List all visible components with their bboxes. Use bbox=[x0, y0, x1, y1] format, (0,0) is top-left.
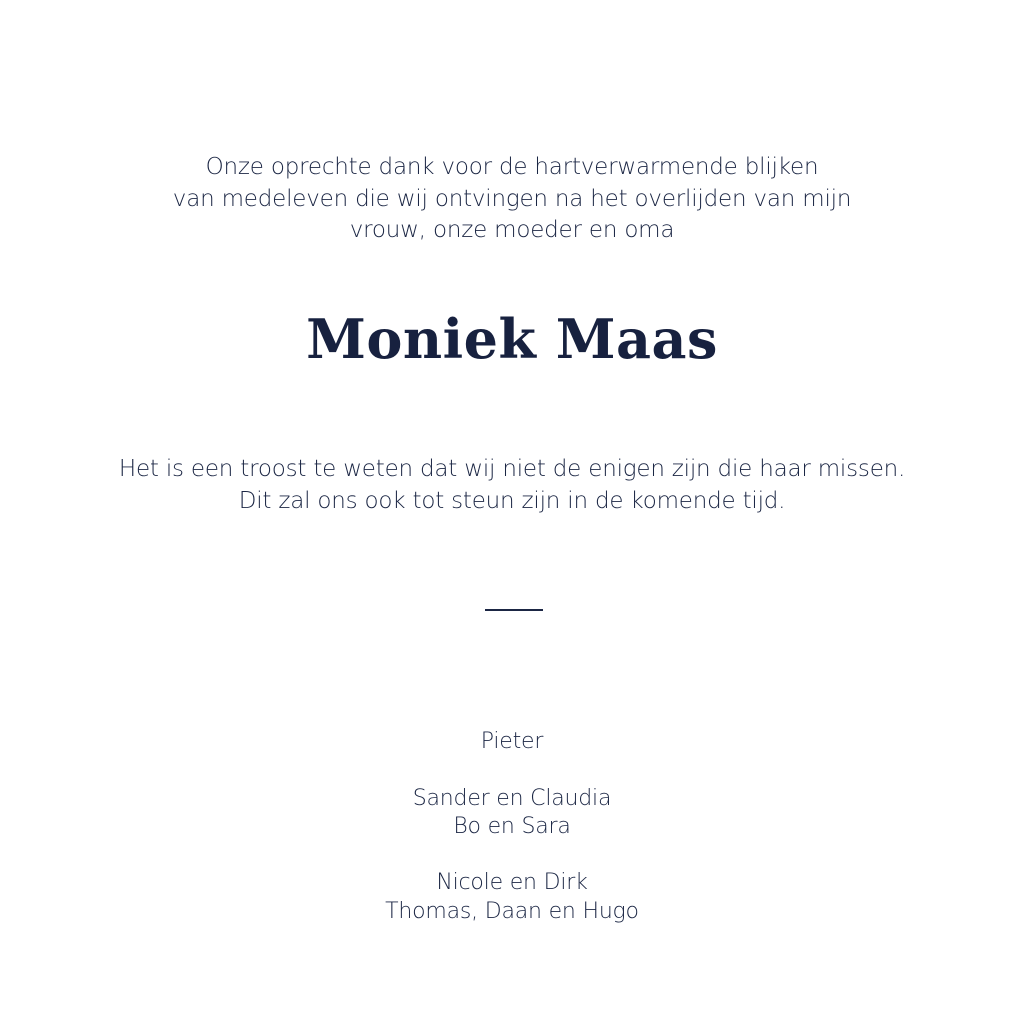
signature-name: Pieter bbox=[480, 729, 544, 754]
intro-line: Onze oprechte dank voor de hartverwarmende blijken bbox=[205, 154, 819, 180]
signature-spacer bbox=[0, 841, 1024, 869]
comfort-line: Dit zal ons ook tot steun zijn in de komende tijd. bbox=[238, 487, 786, 514]
intro-message bbox=[0, 152, 1024, 247]
comfort-line: Het is een troost te weten dat wij niet de enigen zijn die haar missen. bbox=[118, 456, 906, 482]
signature-name: Nicole en Dirk bbox=[436, 870, 588, 896]
intro-line: vrouw, onze moeder en oma bbox=[349, 217, 675, 243]
comfort-message bbox=[0, 454, 1024, 517]
deceased-name: Moniek Maas bbox=[306, 307, 718, 371]
divider-line bbox=[485, 609, 543, 611]
signatures bbox=[0, 728, 1024, 926]
signature-name: Bo en Sara bbox=[453, 813, 571, 839]
intro-line: van medeleven die wij ontvingen na het overlijden van mijn bbox=[172, 185, 852, 212]
signature-name: Sander en Claudia bbox=[412, 785, 612, 811]
signature-spacer bbox=[0, 756, 1024, 784]
signature-name: Thomas, Daan en Hugo bbox=[385, 898, 639, 924]
